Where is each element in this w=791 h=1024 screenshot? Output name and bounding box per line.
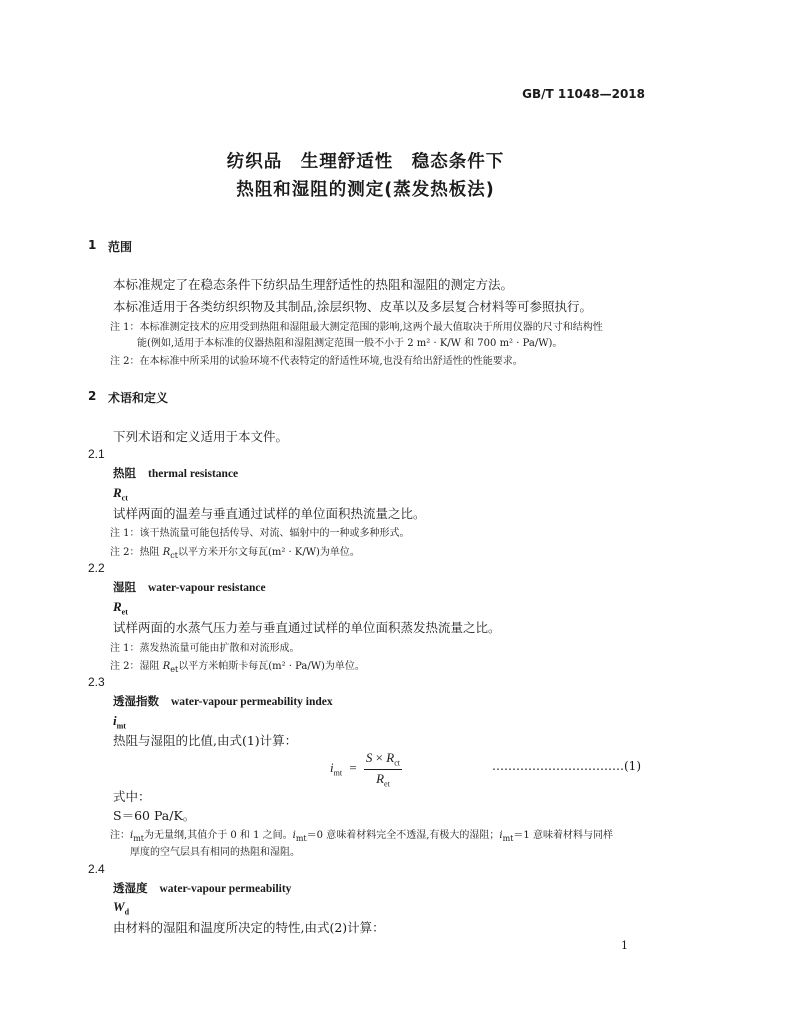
- term-heading: [113, 465, 238, 481]
- term-definition: 试样两面的水蒸气压力差与垂直通过试样的单位面积蒸发热流量之比。: [113, 620, 501, 635]
- formula-1-label: ……………………………(1): [492, 759, 641, 773]
- term-symbol: $W_d$: [113, 899, 130, 917]
- section-1-paragraph-2: 本标准适用于各类纺织织物及其制品,涂层织物、皮革以及多层复合材料等可参照执行。: [113, 299, 592, 314]
- term-heading: [113, 880, 291, 896]
- formula-1: $i_{mt}$ = $\frac{S \times R_{ct}}{R_{et}}$: [330, 750, 400, 789]
- term-zh: 湿阻: [113, 580, 136, 594]
- term-number: 2.1: [88, 447, 105, 461]
- term-note-2: 注 2：热阻 $R_{ct}$以平方米开尔文每瓦(m² · K/W)为单位。: [110, 547, 360, 560]
- term-en: thermal resistance: [148, 468, 239, 480]
- term-number: 2.2: [88, 561, 105, 575]
- term-en: water-vapour permeability: [159, 883, 292, 895]
- term-symbol: $R_{et}$: [113, 599, 128, 617]
- section-2-number: 2: [88, 389, 97, 403]
- term-definition: 热阻与湿阻的比值,由式(1)计算：: [113, 733, 298, 748]
- term-zh: 透湿度: [113, 881, 148, 895]
- term-zh: 热阻: [113, 466, 136, 480]
- title-line-1: 纺织品 生理舒适性 稳态条件下: [226, 152, 505, 172]
- term-symbol: $i_{mt}$: [113, 713, 126, 731]
- section-1-heading: 范围: [108, 240, 133, 254]
- section-1-note-2: 注 2：在本标准中所采用的试验环境不代表特定的舒适性环境,也没有给出舒适性的性能要求。: [110, 356, 523, 367]
- section-1-paragraph-1: 本标准规定了在稳态条件下纺织品生理舒适性的热阻和湿阻的测定方法。: [113, 277, 514, 292]
- term-note-2: 注 2：湿阻 $R_{et}$以平方米帕斯卡每瓦(m² · Pa/W)为单位。: [110, 661, 365, 674]
- standard-code: GB/T 11048—2018: [522, 87, 645, 101]
- term-note: 注：$i_{mt}$为无量纲,其值介于 0 和 1 之间。$i_{mt}=0$ 意味着材料完全不透湿,有极大的湿阻；$i_{mt}=1$ 意味着材料与同样: [110, 830, 613, 843]
- term-note-line-2: 厚度的空气层具有相同的热阻和湿阻。: [130, 847, 300, 858]
- term-note-1: 注 1：蒸发热流量可能由扩散和对流形成。: [110, 643, 300, 654]
- section-2-intro: 下列术语和定义适用于本文件。: [113, 429, 289, 444]
- term-en: water-vapour permeability index: [171, 696, 333, 708]
- section-1-note-1-line-1: 注 1：本标准测定技术的应用受到热阻和湿阻最大测定范围的影响,这两个最大值取决于所用仪器的尺寸和结构性: [110, 322, 603, 333]
- formula-s-value: S＝60 Pa/K。: [113, 808, 196, 823]
- term-number: 2.4: [88, 862, 105, 876]
- term-heading: [113, 693, 333, 709]
- term-note-1: 注 1：该干热流量可能包括传导、对流、辐射中的一种或多种形式。: [110, 528, 410, 539]
- section-1-note-1-line-2: 能(例如,适用于本标准的仪器热阻和湿阻测定范围一般不小于 2 m² · K/W 和 700 m² · Pa/W)。: [137, 338, 563, 349]
- formula-fraction: $\frac{S \times R_{ct}}{R_{et}}$: [365, 750, 400, 789]
- term-heading: [113, 579, 266, 595]
- page-number: 1: [621, 939, 628, 952]
- term-zh: 透湿指数: [113, 694, 159, 708]
- section-1-number: 1: [88, 238, 97, 252]
- term-symbol: $R_{ct}$: [113, 485, 128, 503]
- title-line-2: 热阻和湿阻的测定(蒸发热板法): [236, 180, 495, 200]
- term-number: 2.3: [88, 675, 105, 689]
- section-2-heading: 术语和定义: [108, 391, 169, 405]
- formula-where: 式中：: [113, 789, 151, 804]
- term-en: water-vapour resistance: [148, 582, 266, 594]
- term-definition: 由材料的湿阻和温度所决定的特性,由式(2)计算：: [113, 920, 385, 935]
- term-definition: 试样两面的温差与垂直通过试样的单位面积热流量之比。: [113, 506, 426, 521]
